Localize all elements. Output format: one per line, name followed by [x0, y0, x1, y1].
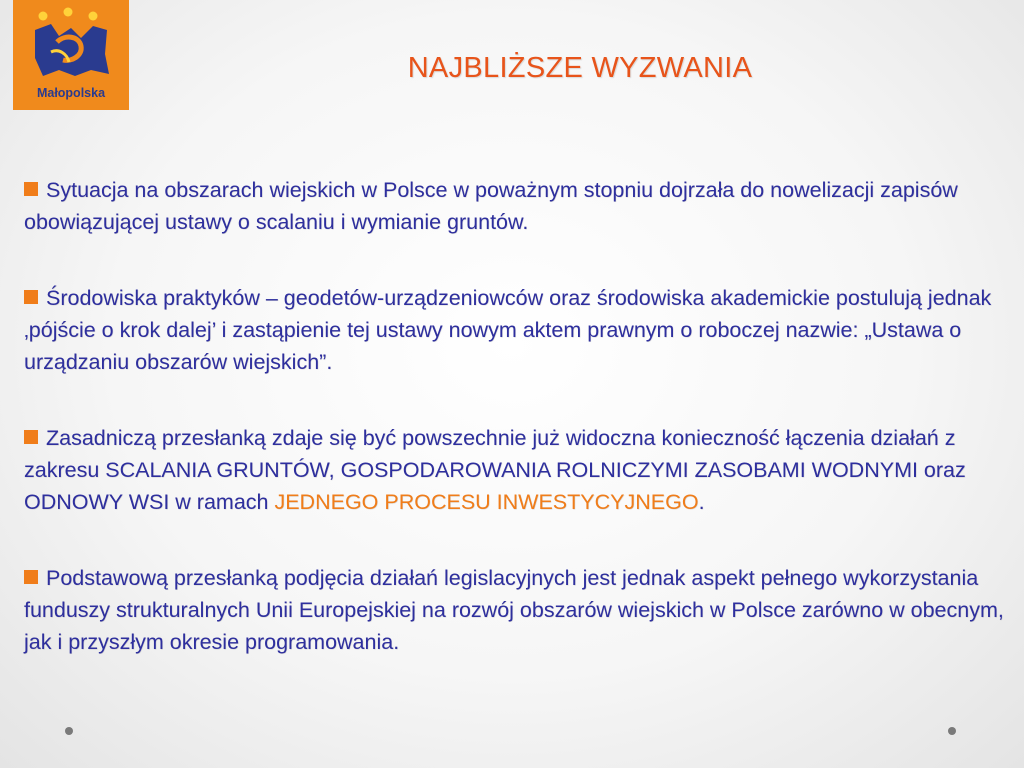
paragraph-4 [24, 562, 1019, 658]
paragraph-4-text: Podstawową przesłanką podjęcia działań legislacyjnych jest jednak aspekt pełnego wykorzystania funduszy strukturalnych Unii Europejskiej na rozwój obszarów wiejskich w Polsce zarówno w obecnym, jak i przyszłym okresie programowania. [24, 566, 1004, 654]
square-bullet-icon [24, 430, 38, 444]
decor-dot-right [948, 727, 956, 735]
square-bullet-icon [24, 290, 38, 304]
paragraph-1 [24, 174, 1019, 238]
logo-text: Małopolska [36, 86, 106, 100]
paragraph-2 [24, 282, 1019, 378]
malopolska-logo [13, 0, 129, 110]
decor-dot-left [65, 727, 73, 735]
highlighted-text: JEDNEGO PROCESU INWESTYCYJNEGO [274, 490, 699, 514]
paragraph-3 [24, 422, 1019, 518]
content-body [24, 174, 1019, 658]
paragraph-1-text: Sytuacja na obszarach wiejskich w Polsce w poważnym stopniu dojrzała do nowelizacji zapisów obowiązującej ustawy o scalaniu i wymianie gruntów. [24, 178, 958, 234]
paragraph-3-end: . [698, 490, 705, 514]
square-bullet-icon [24, 182, 38, 196]
paragraph-2-text: Środowiska praktyków – geodetów-urządzeniowców oraz środowiska akademickie postulują jednak ‚pójście o krok dalej’ i zastąpienie tej ustawy nowym aktem prawnym o roboczej nazwie: „Ustawa o urządzaniu obszarów wiejskich”. [24, 286, 992, 374]
paragraph-3-text: Zasadniczą przesłanką zdaje się być powszechnie już widoczna konieczność łączenia działań z zakresu SCALANIA GRUNTÓW, GOSPODAROWANIA ROLNICZYMI ZASOBAMI WODNYMI oraz ODNOWY WSI w ramach [24, 426, 966, 514]
page-title: NAJBLIŻSZE WYZWANIA [407, 52, 753, 84]
square-bullet-icon [24, 570, 38, 584]
malopolska-logo-icon [13, 0, 129, 88]
